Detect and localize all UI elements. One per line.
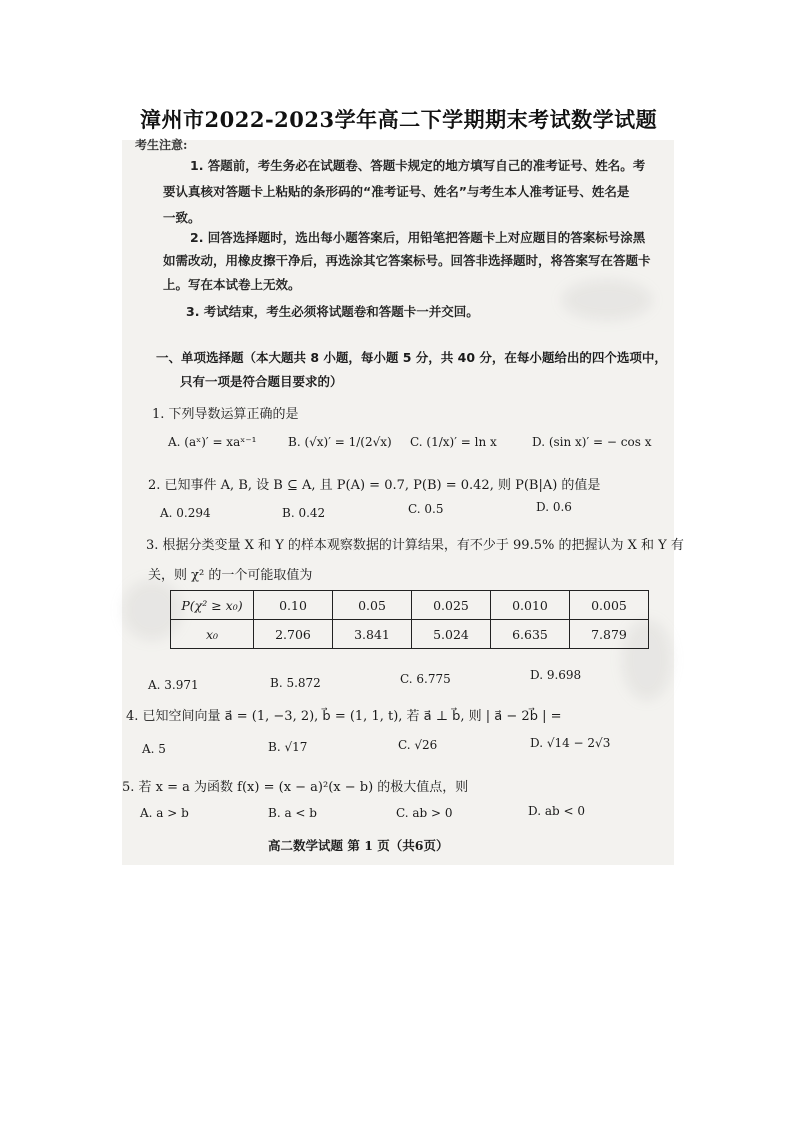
table-cell: 0.05	[333, 591, 412, 620]
question-3-stem-line-2: 关，则 χ² 的一个可能取值为	[148, 568, 313, 583]
table-cell: 5.024	[412, 620, 491, 649]
table-cell: 2.706	[254, 620, 333, 649]
question-3-option-d: D. 9.698	[530, 668, 582, 682]
question-4-option-d: D. √14 − 2√3	[530, 736, 611, 750]
question-5-option-c: C. ab > 0	[396, 806, 453, 820]
question-3-option-a: A. 3.971	[148, 678, 199, 692]
question-1-option-d: D. (sin x)′ = − cos x	[532, 435, 652, 449]
question-4-option-c: C. √26	[398, 738, 438, 752]
question-1-option-b: B. (√x)′ = 1/(2√x)	[288, 435, 392, 449]
question-1-option-a: A. (aˣ)′ = xaˣ⁻¹	[168, 435, 257, 449]
question-2-option-d: D. 0.6	[536, 500, 572, 514]
table-cell: 3.841	[333, 620, 412, 649]
notice-line-7: 3. 考试结束，考生必须将试题卷和答题卡一并交回。	[186, 304, 479, 319]
table-row-header: x₀	[171, 620, 254, 649]
notice-line-5: 如需改动，用橡皮擦干净后，再选涂其它答案标号。回答非选择题时，将答案写在答题卡	[163, 253, 651, 268]
table-cell: 0.025	[412, 591, 491, 620]
table-cell: 7.879	[570, 620, 649, 649]
question-3-option-b: B. 5.872	[270, 676, 321, 690]
question-1-option-c: C. (1/x)′ = ln x	[410, 435, 497, 449]
notice-line-6: 上。写在本试卷上无效。	[163, 277, 301, 292]
notice-line-1: 1. 答题前，考生务必在试题卷、答题卡规定的地方填写自己的准考证号、姓名。考	[190, 158, 646, 173]
table-row-header: P(χ² ≥ x₀)	[171, 591, 254, 620]
chi-square-table	[170, 590, 649, 649]
question-5-option-d: D. ab < 0	[528, 804, 585, 818]
question-4-option-b: B. √17	[268, 740, 308, 754]
section-heading-line-2: 只有一项是符合题目要求的）	[180, 374, 343, 389]
question-2-stem: 2. 已知事件 A, B, 设 B ⊆ A, 且 P(A) = 0.7, P(B) = 0.42, 则 P(B|A) 的值是	[148, 478, 601, 493]
question-3-stem-line-1: 3. 根据分类变量 X 和 Y 的样本观察数据的计算结果，有不少于 99.5% 的把握认为 X 和 Y 有	[146, 538, 684, 553]
question-5-option-b: B. a < b	[268, 806, 317, 820]
question-3-option-c: C. 6.775	[400, 672, 451, 686]
question-4-option-a: A. 5	[142, 742, 166, 756]
notice-line-3: 一致。	[163, 210, 201, 225]
question-1-stem: 1. 下列导数运算正确的是	[152, 407, 299, 422]
table-row	[171, 591, 649, 620]
table-cell: 0.005	[570, 591, 649, 620]
question-5-stem: 5. 若 x = a 为函数 f(x) = (x − a)²(x − b) 的极大值点，则	[122, 780, 469, 795]
section-heading-line-1: 一、单项选择题（本大题共 8 小题，每小题 5 分，共 40 分，在每小题给出的四个选项中，	[156, 350, 667, 365]
notice-line-4: 2. 回答选择题时，选出每小题答案后，用铅笔把答题卡上对应题目的答案标号涂黑	[190, 230, 646, 245]
question-2-option-c: C. 0.5	[408, 502, 444, 516]
question-2-option-b: B. 0.42	[282, 506, 326, 520]
notice-line-2: 要认真核对答题卡上粘贴的条形码的“准考证号、姓名”与考生本人准考证号、姓名是	[163, 184, 630, 199]
exam-paper	[122, 140, 674, 865]
question-2-option-a: A. 0.294	[160, 506, 211, 520]
table-row	[171, 620, 649, 649]
notice-heading: 考生注意:	[135, 138, 188, 152]
page-footer: 高二数学试题 第 1 页（共6页）	[268, 838, 449, 853]
question-5-option-a: A. a > b	[140, 806, 189, 820]
table-cell: 6.635	[491, 620, 570, 649]
question-4-stem: 4. 已知空间向量 a⃗ = (1, −3, 2), b⃗ = (1, 1, t), 若 a⃗ ⊥ b⃗, 则 | a⃗ − 2b⃗ | =	[126, 709, 562, 724]
table-cell: 0.010	[491, 591, 570, 620]
exam-title: 漳州市2022-2023学年高二下学期期末考试数学试题	[140, 107, 658, 132]
table-cell: 0.10	[254, 591, 333, 620]
